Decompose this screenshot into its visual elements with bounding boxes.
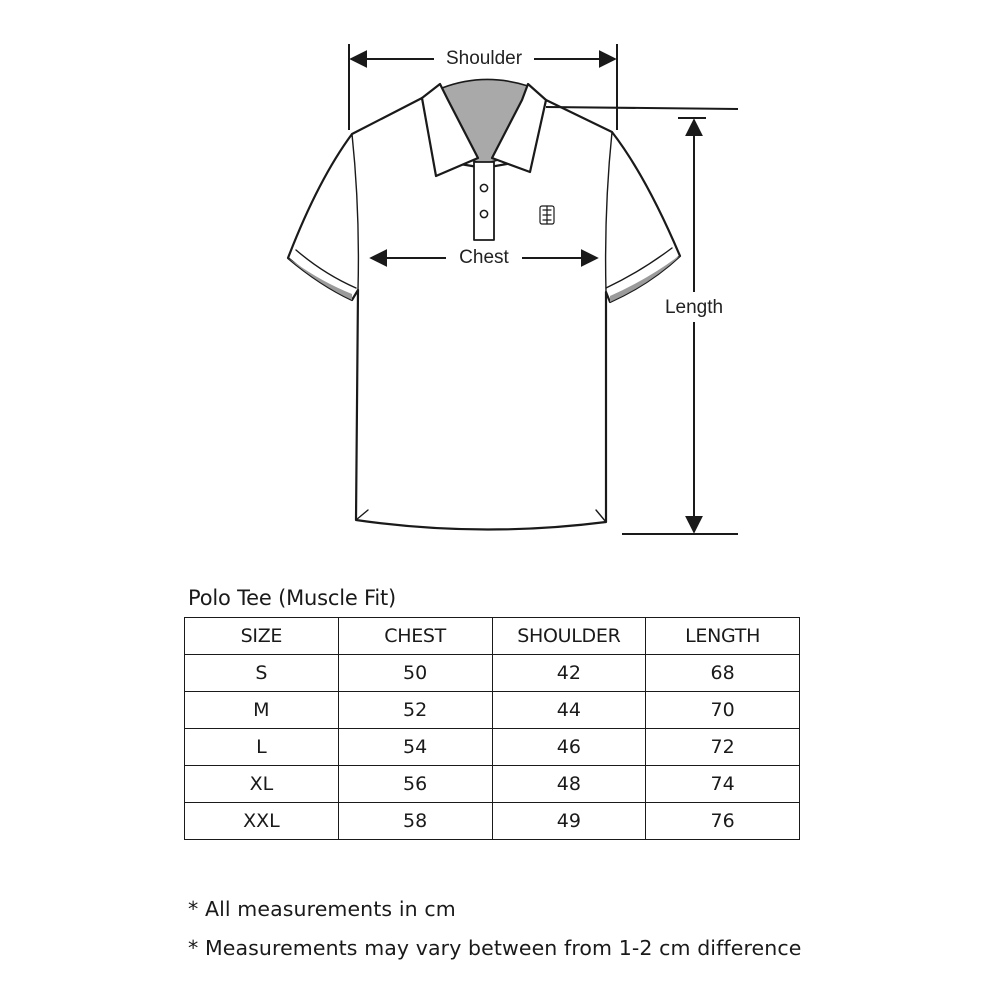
table-row bbox=[185, 655, 800, 692]
cell-length: 68 bbox=[646, 655, 800, 692]
cell-chest: 54 bbox=[338, 729, 492, 766]
cell-shoulder: 46 bbox=[492, 729, 646, 766]
cell-length: 76 bbox=[646, 803, 800, 840]
table-row bbox=[185, 692, 800, 729]
cell-chest: 52 bbox=[338, 692, 492, 729]
cell-chest: 56 bbox=[338, 766, 492, 803]
header-length: LENGTH bbox=[646, 618, 800, 655]
cell-size: S bbox=[185, 655, 339, 692]
cell-size: M bbox=[185, 692, 339, 729]
note-units: * All measurements in cm bbox=[188, 897, 456, 921]
table-title: Polo Tee (Muscle Fit) bbox=[188, 586, 397, 610]
cell-length: 70 bbox=[646, 692, 800, 729]
cell-length: 74 bbox=[646, 766, 800, 803]
note-variance: * Measurements may vary between from 1-2 cm difference bbox=[188, 936, 802, 960]
cell-size: XL bbox=[185, 766, 339, 803]
table-header-row bbox=[185, 618, 800, 655]
button-placket bbox=[474, 162, 494, 240]
cell-size: XXL bbox=[185, 803, 339, 840]
table-row bbox=[185, 766, 800, 803]
shoulder-label: Shoulder bbox=[445, 48, 523, 69]
cell-shoulder: 48 bbox=[492, 766, 646, 803]
table-row bbox=[185, 729, 800, 766]
button-2 bbox=[480, 210, 487, 217]
size-chart-table bbox=[184, 617, 800, 840]
cell-chest: 50 bbox=[338, 655, 492, 692]
cell-shoulder: 44 bbox=[492, 692, 646, 729]
cell-chest: 58 bbox=[338, 803, 492, 840]
header-chest: CHEST bbox=[338, 618, 492, 655]
polo-shirt-illustration bbox=[288, 79, 680, 529]
cell-size: L bbox=[185, 729, 339, 766]
cell-length: 72 bbox=[646, 729, 800, 766]
length-label: Length bbox=[664, 297, 724, 318]
table-row bbox=[185, 803, 800, 840]
header-shoulder: SHOULDER bbox=[492, 618, 646, 655]
button-1 bbox=[480, 184, 487, 191]
cell-shoulder: 42 bbox=[492, 655, 646, 692]
cell-shoulder: 49 bbox=[492, 803, 646, 840]
header-size: SIZE bbox=[185, 618, 339, 655]
chest-label: Chest bbox=[459, 247, 509, 268]
